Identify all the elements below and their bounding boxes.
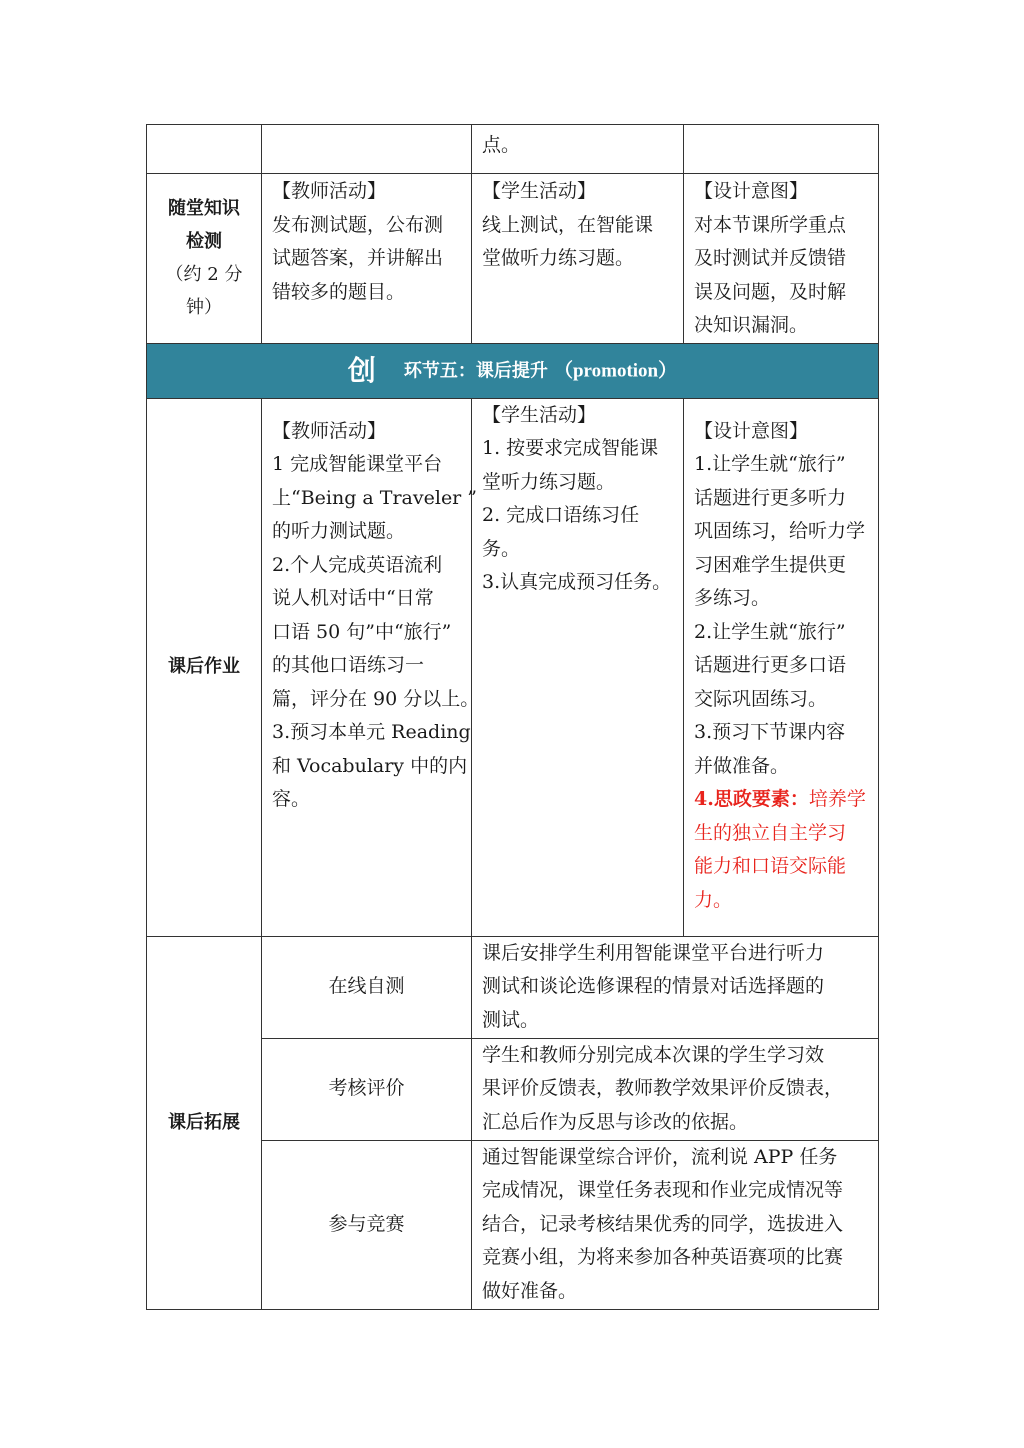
extension-item-name: 参与竞赛 <box>262 1140 472 1309</box>
table-row-continuation <box>147 125 879 174</box>
cell-empty <box>147 125 262 174</box>
section-banner-cell <box>147 343 879 398</box>
table-row-homework <box>147 398 879 936</box>
extension-label: 课后拓展 <box>147 936 262 1309</box>
section-banner <box>147 343 879 398</box>
quiz-student-activity: 【学生活动】 线上测试，在智能课 堂做听力练习题。 <box>472 174 684 344</box>
cell-empty <box>684 125 879 174</box>
quiz-design-intent: 【设计意图】 对本节课所学重点 及时测试并反馈错 误及问题，及时解 决知识漏洞。 <box>684 174 879 344</box>
cell-continuation-text: 点。 <box>472 125 684 174</box>
extension-item-desc: 课后安排学生利用智能课堂平台进行听力 测试和谈论选修课程的情景对话选择题的 测试。 <box>472 936 879 1038</box>
extension-item-desc: 通过智能课堂综合评价，流利说 APP 任务 完成情况，课堂任务表现和作业完成情况等 结合，记录考核结果优秀的同学，选拔进入 竞赛小组，为将来参加各种英语赛项的比赛 做好准备。 <box>472 1140 879 1309</box>
banner-title: 环节五：课后提升 <box>403 359 548 381</box>
ideological-element: 4.思政要素：培养学 <box>694 788 866 810</box>
quiz-teacher-activity: 【教师活动】 发布测试题，公布测 试题答案，并讲解出 错较多的题目。 <box>262 174 472 344</box>
table-row-quiz <box>147 174 879 344</box>
homework-design-intent: 【设计意图】 1.让学生就“旅行” 话题进行更多听力 巩固练习，给听力学 习困难学生提供更 多练习。 2.让学生就“旅行” 话题进行更多口语 交际巩固练习。 3.预习下节课内容 并做准备。 4.思政要素：培养学 生的独立自主学习 能力和口语交际能 力。 <box>684 398 879 936</box>
homework-teacher-activity: 【教师活动】 1 完成智能课堂平台 上“Being a Traveler ” 的听力测试题。 2.个人完成英语流利 说人机对话中“日常 口语 50 句”中“旅行” 的其他口语练习一 篇，评分在 90 分以上。 3.预习本单元 Reading 和 Vocabulary 中的内 容。 <box>262 398 472 936</box>
banner-english: （promotion） <box>553 359 678 381</box>
extension-item-name: 在线自测 <box>262 936 472 1038</box>
banner-char: 创 <box>347 353 376 387</box>
homework-label: 课后作业 <box>147 398 262 936</box>
lesson-plan-table <box>146 124 879 1310</box>
extension-item-desc: 学生和教师分别完成本次课的学生学习效 果评价反馈表，教师教学效果评价反馈表， 汇总后作为反思与诊改的依据。 <box>472 1038 879 1140</box>
cell-empty <box>262 125 472 174</box>
extension-item-name: 考核评价 <box>262 1038 472 1140</box>
quiz-label: 随堂知识 检测 （约 2 分 钟） <box>147 174 262 344</box>
homework-student-activity: 【学生活动】 1. 按要求完成智能课 堂听力练习题。 2. 完成口语练习任 务。 3.认真完成预习任务。 <box>472 398 684 936</box>
table-row-extension-1 <box>147 936 879 1038</box>
